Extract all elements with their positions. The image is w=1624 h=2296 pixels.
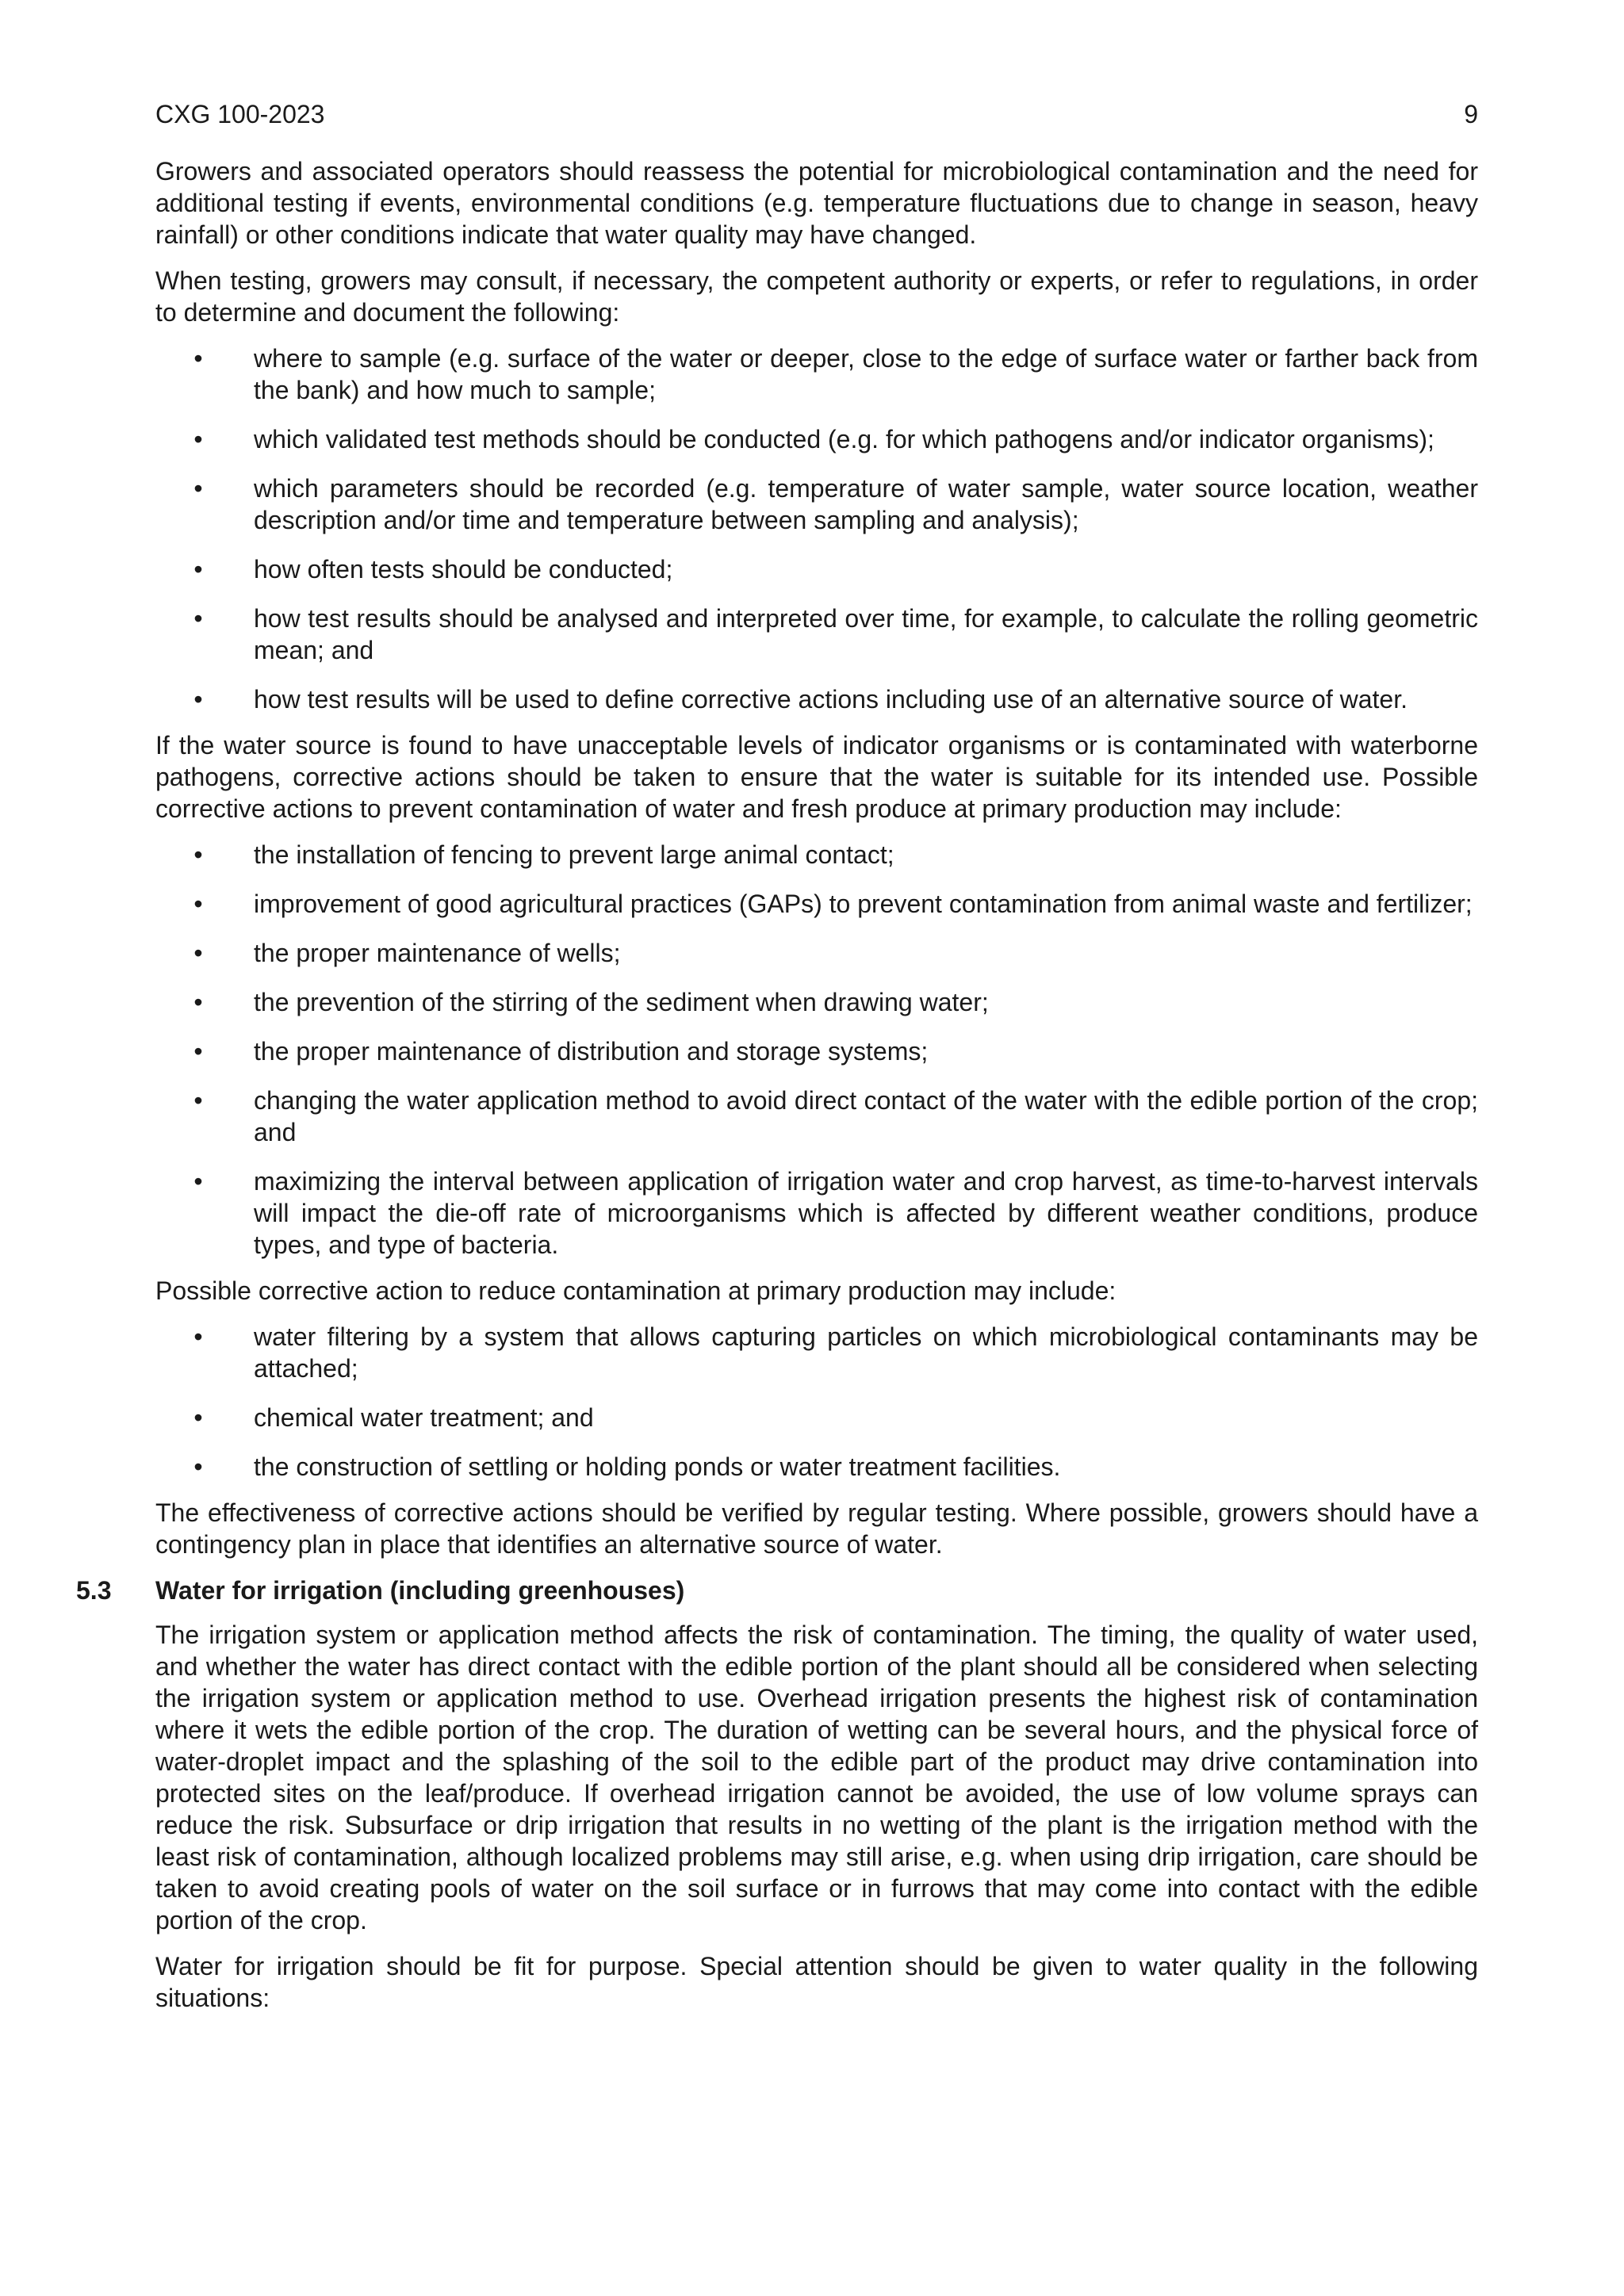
list-item [155, 1321, 1478, 1384]
list-item-text: the proper maintenance of wells; [254, 939, 621, 967]
list-item [155, 937, 1478, 969]
bullet-icon: • [193, 474, 203, 503]
list-item-text: improvement of good agricultural practices (GAPs) to prevent contamination from animal waste and fertilizer; [254, 890, 1473, 918]
list-item-text: how often tests should be conducted; [254, 555, 673, 584]
paragraph: The irrigation system or application method affects the risk of contamination. The timing, the quality of water used, and whether the water has direct contact with the edible portion of the plant should all be considered when selecting the irrigation system or application method to use. Overhead irrigation presents the highest risk of contamination where it wets the edible portion of the crop. The duration of wetting can be several hours, and the physical force of water-droplet impact and the splashing of the soil to the edible part of the product may drive contamination into protected sites on the leaf/produce. If overhead irrigation cannot be avoided, the use of low volume sprays can reduce the risk. Subsurface or drip irrigation that results in no wetting of the plant is the irrigation method with the least risk of contamination, although localized problems may still arise, e.g. when using drip irrigation, care should be taken to avoid creating pools of water on the soil surface or in furrows that may come into contact with the edible portion of the crop. [155, 1621, 1478, 1934]
section-title: Water for irrigation (including greenhouses) [155, 1576, 685, 1605]
list-item-text: maximizing the interval between application of irrigation water and crop harvest, as time-to-harvest intervals will impact the die-off rate of microorganisms which is affected by different weather conditions, produce types, and type of bacteria. [254, 1167, 1478, 1259]
list-item-text: where to sample (e.g. surface of the water or deeper, close to the edge of surface water or farther back from the bank) and how much to sample; [254, 344, 1478, 404]
bullet-icon: • [193, 1452, 203, 1481]
bullet-icon: • [193, 555, 203, 584]
list-item [155, 1035, 1478, 1067]
list-item-text: chemical water treatment; and [254, 1403, 594, 1432]
list-item [155, 888, 1478, 920]
paragraph: Growers and associated operators should reassess the potential for microbiological contamination and the need for additional testing if events, environmental conditions (e.g. temperature fluctuations due to change in season, heavy rainfall) or other conditions indicate that water quality may have changed. [155, 157, 1478, 249]
list-item-text: water filtering by a system that allows capturing particles on which microbiological contaminants may be attached; [254, 1322, 1478, 1383]
list-item-text: how test results will be used to define corrective actions including use of an alternative source of water. [254, 685, 1408, 714]
paragraph: When testing, growers may consult, if necessary, the competent authority or experts, or refer to regulations, in order to determine and document the following: [155, 266, 1478, 327]
list-item-text: the installation of fencing to prevent large animal contact; [254, 840, 894, 869]
list-item [155, 683, 1478, 715]
paragraph: Water for irrigation should be fit for purpose. Special attention should be given to water quality in the following situations: [155, 1952, 1478, 2012]
paragraph: The effectiveness of corrective actions should be verified by regular testing. Where possible, growers should have a contingency plan in place that identifies an alternative source of water. [155, 1498, 1478, 1559]
document-id: CXG 100-2023 [155, 100, 325, 128]
list-item [155, 423, 1478, 455]
list-item [155, 342, 1478, 406]
bullet-icon: • [193, 1403, 203, 1432]
list-item [155, 1085, 1478, 1148]
list-item [155, 603, 1478, 666]
prevention-list [155, 839, 1478, 1261]
list-item-text: the proper maintenance of distribution and storage systems; [254, 1037, 929, 1066]
bullet-icon: • [193, 988, 203, 1016]
bullet-icon: • [193, 890, 203, 918]
list-item-text: which parameters should be recorded (e.g. temperature of water sample, water source location, weather description and/or time and temperature between sampling and analysis); [254, 474, 1478, 534]
list-item [155, 473, 1478, 536]
testing-list [155, 342, 1478, 715]
list-item-text: the construction of settling or holding ponds or water treatment facilities. [254, 1452, 1061, 1481]
list-item [155, 839, 1478, 871]
reduction-list [155, 1321, 1478, 1483]
list-item [155, 553, 1478, 585]
bullet-icon: • [193, 685, 203, 714]
page-body [76, 155, 1478, 2028]
bullet-icon: • [193, 604, 203, 633]
page-number: 9 [1464, 100, 1478, 128]
section-heading [76, 1575, 1478, 1606]
list-item [155, 986, 1478, 1018]
list-item-text: which validated test methods should be conducted (e.g. for which pathogens and/or indicator organisms); [254, 425, 1434, 453]
list-item-text: the prevention of the stirring of the sediment when drawing water; [254, 988, 989, 1016]
paragraph: If the water source is found to have unacceptable levels of indicator organisms or is contaminated with waterborne pathogens, corrective actions should be taken to ensure that the water is suitable for its intended use. Possible corrective actions to prevent contamination of water and fresh produce at primary production may include: [155, 731, 1478, 823]
paragraph: Possible corrective action to reduce contamination at primary production may include: [155, 1276, 1116, 1305]
section-number: 5.3 [76, 1576, 112, 1605]
bullet-icon: • [193, 344, 203, 373]
list-item [155, 1165, 1478, 1261]
bullet-icon: • [193, 1167, 203, 1196]
bullet-icon: • [193, 1086, 203, 1115]
bullet-icon: • [193, 1037, 203, 1066]
page-header [155, 98, 1478, 130]
bullet-icon: • [193, 1322, 203, 1351]
list-item-text: changing the water application method to avoid direct contact of the water with the edible portion of the crop; and [254, 1086, 1478, 1146]
bullet-icon: • [193, 840, 203, 869]
bullet-icon: • [193, 425, 203, 453]
list-item [155, 1451, 1478, 1483]
list-item [155, 1402, 1478, 1433]
bullet-icon: • [193, 939, 203, 967]
list-item-text: how test results should be analysed and interpreted over time, for example, to calculate the rolling geometric mean; and [254, 604, 1478, 664]
